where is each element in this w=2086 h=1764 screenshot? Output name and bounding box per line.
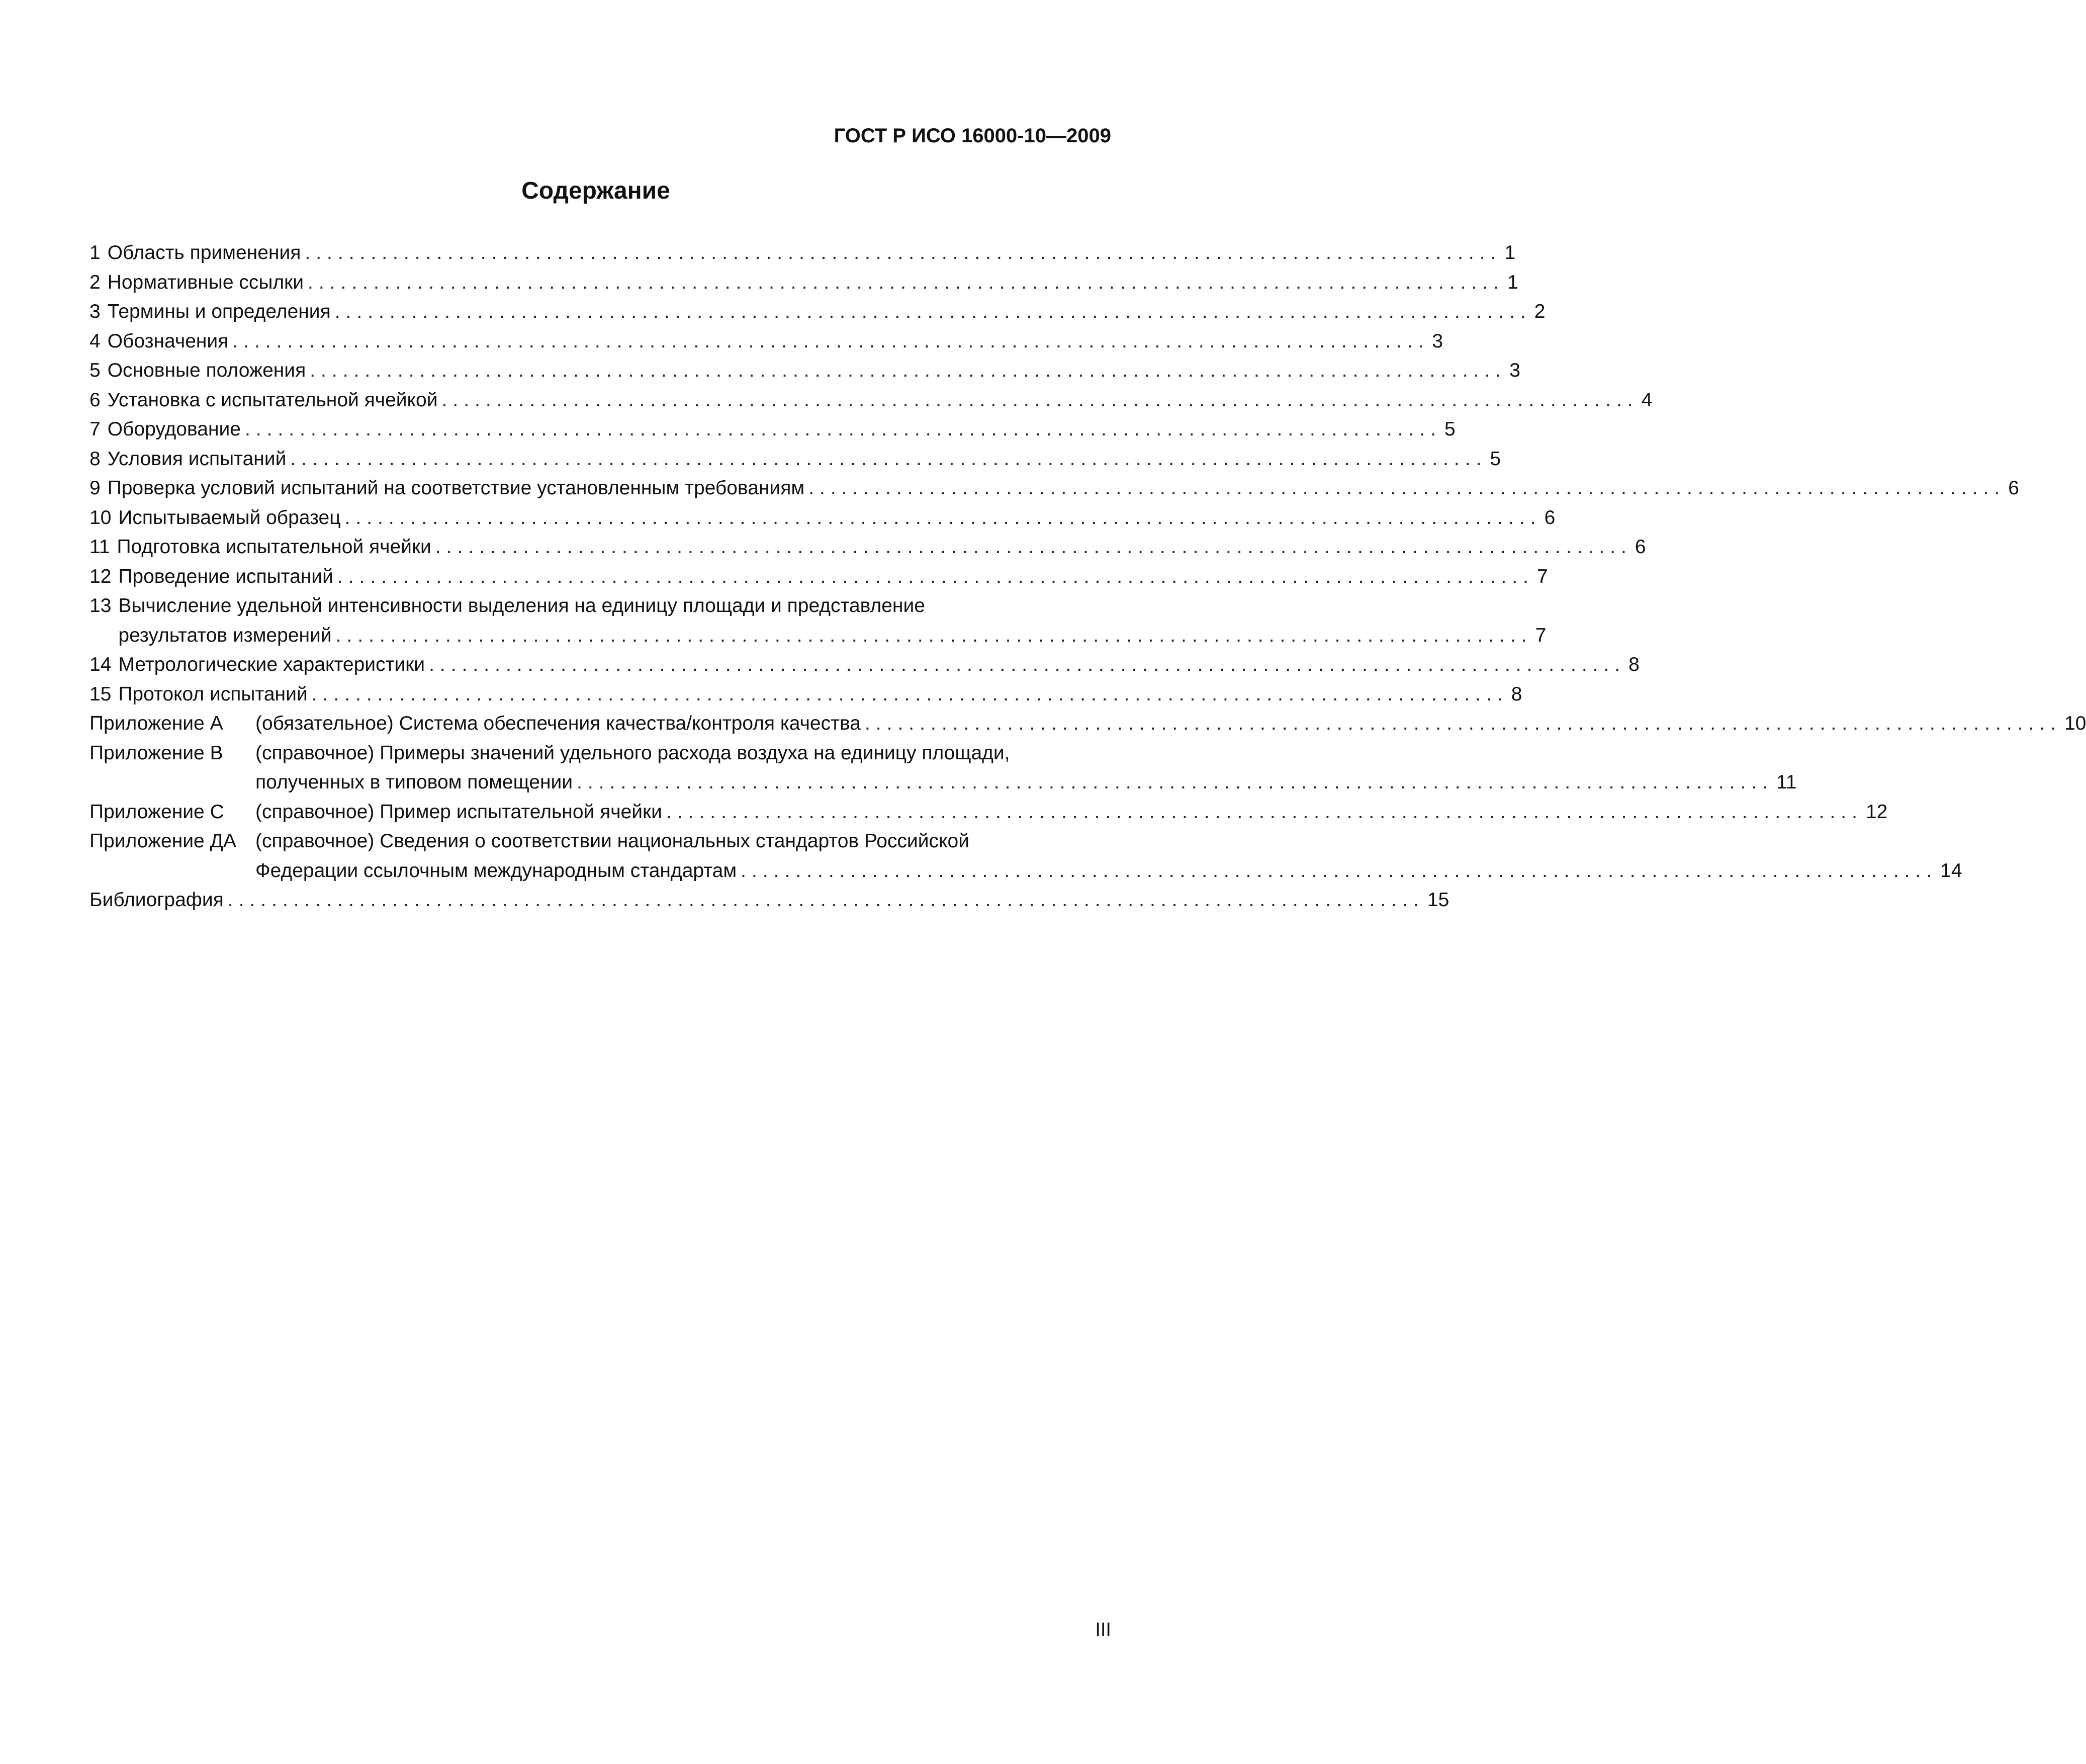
toc-annex-title-line2: полученных в типовом помещении <box>255 771 573 793</box>
toc-entry-page: 1 <box>1507 271 1518 293</box>
toc-leader-dots: ............................................................................................................. <box>305 242 1502 263</box>
page-number: III <box>1095 1619 1111 1640</box>
toc-annex-da[interactable] <box>89 827 1962 886</box>
toc-entry-7[interactable] <box>89 415 1456 445</box>
toc-entry-number: 1 <box>89 242 101 263</box>
toc-entry-12[interactable] <box>89 562 1548 592</box>
toc-bibliography[interactable] <box>89 886 1449 915</box>
document-code: ГОСТ Р ИСО 16000-10—2009 <box>834 125 1111 147</box>
toc-entry-title: Условия испытаний <box>107 448 287 470</box>
toc-entry-title: Проверка условий испытаний на соответствие установленным требованиям <box>107 477 805 499</box>
toc-entry-4[interactable] <box>89 327 1443 357</box>
toc-entry-6[interactable] <box>89 386 1653 415</box>
toc-entry-page: 10 <box>2064 713 2086 734</box>
toc-entry-number: 12 <box>89 565 112 587</box>
toc-leader-dots: ............................................................................................................. <box>666 801 1863 823</box>
toc-annex-a[interactable] <box>89 709 2086 739</box>
toc-entry-page: 6 <box>1635 536 1646 558</box>
toc-entry-5[interactable] <box>89 356 1520 386</box>
toc-entry-number: 15 <box>89 683 112 705</box>
toc-annex-title-line2: Федерации ссылочным международным стандартам <box>255 859 737 881</box>
table-of-contents <box>89 238 2086 915</box>
toc-entry-number: 6 <box>89 389 101 411</box>
toc-entry-title: Основные положения <box>107 360 306 381</box>
toc-entry-title: Проведение испытаний <box>118 565 333 587</box>
toc-entry-title: Библиография <box>89 889 224 911</box>
toc-entry-8[interactable] <box>89 445 1501 474</box>
toc-entry-number: 8 <box>89 448 101 470</box>
toc-entry-number: 9 <box>89 477 101 499</box>
toc-entry-number: 14 <box>89 654 112 675</box>
toc-entry-title: Подготовка испытательной ячейки <box>117 536 431 558</box>
toc-leader-dots: ............................................................................................................. <box>441 389 1639 411</box>
toc-entry-number: 3 <box>89 301 101 322</box>
toc-annex-title: (справочное) Пример испытательной ячейки <box>255 801 662 823</box>
toc-annex-label: Приложение С <box>89 801 224 823</box>
toc-entry-page: 5 <box>1444 418 1456 440</box>
toc-leader-dots: ............................................................................................................. <box>344 506 1541 528</box>
toc-leader-dots: ............................................................................................................. <box>429 654 1626 675</box>
toc-entry-title: Обозначения <box>107 330 229 352</box>
toc-entry-number: 13 <box>89 595 112 616</box>
toc-entry-page: 6 <box>2008 477 2019 499</box>
toc-entry-title-line1: Вычисление удельной интенсивности выделения на единицу площади и представление <box>118 595 925 616</box>
toc-entry-11[interactable] <box>89 533 1646 562</box>
toc-leader-dots: ............................................................................................................. <box>337 565 1534 587</box>
toc-entry-page: 14 <box>1940 859 1962 881</box>
toc-title: Содержание <box>521 178 670 204</box>
toc-entry-2[interactable] <box>89 268 1518 298</box>
toc-leader-dots: ............................................................................................................. <box>741 859 1938 881</box>
toc-entry-3[interactable] <box>89 297 1546 327</box>
toc-annex-label: Приложение ДА <box>89 830 237 852</box>
toc-entry-page: 6 <box>1544 506 1556 528</box>
toc-leader-dots: ............................................................................................................. <box>308 271 1505 293</box>
toc-leader-dots: ............................................................................................................. <box>310 360 1507 381</box>
toc-leader-dots: ............................................................................................................. <box>244 418 1442 440</box>
toc-entry-page: 7 <box>1536 565 1548 587</box>
toc-entry-title: Метрологические характеристики <box>118 654 425 675</box>
toc-entry-page: 11 <box>1776 771 1797 793</box>
toc-leader-dots: ............................................................................................................. <box>808 477 2006 499</box>
toc-entry-page: 3 <box>1509 360 1520 381</box>
toc-entry-number: 7 <box>89 418 101 440</box>
toc-entry-number: 5 <box>89 360 101 381</box>
toc-entry-number: 4 <box>89 330 101 352</box>
toc-annex-title: (обязательное) Система обеспечения качества/контроля качества <box>255 713 861 734</box>
toc-annex-c[interactable] <box>89 798 1888 827</box>
toc-entry-page: 8 <box>1511 683 1522 705</box>
toc-annex-title-line1: (справочное) Сведения о соответствии национальных стандартов Российской <box>255 830 969 852</box>
toc-entry-title: Испытываемый образец <box>118 506 341 528</box>
toc-annex-label: Приложение В <box>89 742 223 764</box>
toc-leader-dots: ............................................................................................................. <box>227 889 1424 911</box>
toc-leader-dots: ............................................................................................................. <box>864 713 2062 734</box>
toc-entry-1[interactable] <box>89 238 1516 268</box>
toc-entry-page: 1 <box>1504 242 1516 263</box>
toc-entry-title: Термины и определения <box>107 301 331 322</box>
toc-entry-page: 12 <box>1865 801 1888 823</box>
toc-entry-title: Область применения <box>107 242 301 263</box>
toc-leader-dots: ............................................................................................................. <box>335 624 1532 646</box>
toc-entry-title: Протокол испытаний <box>118 683 308 705</box>
toc-leader-dots: ............................................................................................................. <box>435 536 1632 558</box>
toc-entry-13[interactable] <box>89 591 1547 650</box>
toc-entry-page: 15 <box>1427 889 1449 911</box>
toc-leader-dots: ............................................................................................................. <box>232 330 1429 352</box>
toc-annex-b[interactable] <box>89 739 1797 798</box>
toc-leader-dots: ............................................................................................................. <box>334 301 1531 322</box>
toc-leader-dots: ............................................................................................................. <box>577 771 1774 793</box>
toc-entry-title: Нормативные ссылки <box>107 271 304 293</box>
toc-entry-number: 11 <box>89 536 110 558</box>
toc-entry-10[interactable] <box>89 503 1556 533</box>
toc-entry-page: 5 <box>1490 448 1501 470</box>
toc-entry-title: Установка с испытательной ячейкой <box>107 389 438 411</box>
toc-annex-title-line1: (справочное) Примеры значений удельного расхода воздуха на единицу площади, <box>255 742 1010 764</box>
toc-entry-15[interactable] <box>89 680 1522 710</box>
toc-entry-page: 2 <box>1534 301 1546 322</box>
toc-entry-page: 7 <box>1535 624 1547 646</box>
toc-entry-page: 4 <box>1641 389 1653 411</box>
toc-entry-page: 3 <box>1432 330 1443 352</box>
toc-entry-title-line2: результатов измерений <box>118 624 332 646</box>
toc-entry-number: 10 <box>89 506 112 528</box>
toc-leader-dots: ............................................................................................................. <box>290 448 1487 470</box>
toc-entry-14[interactable] <box>89 650 1640 680</box>
toc-entry-page: 8 <box>1628 654 1640 675</box>
toc-entry-title: Оборудование <box>107 418 241 440</box>
toc-leader-dots: ............................................................................................................. <box>311 683 1508 705</box>
toc-entry-9[interactable] <box>89 474 2019 503</box>
toc-annex-label: Приложение А <box>89 713 223 734</box>
toc-entry-number: 2 <box>89 271 101 293</box>
